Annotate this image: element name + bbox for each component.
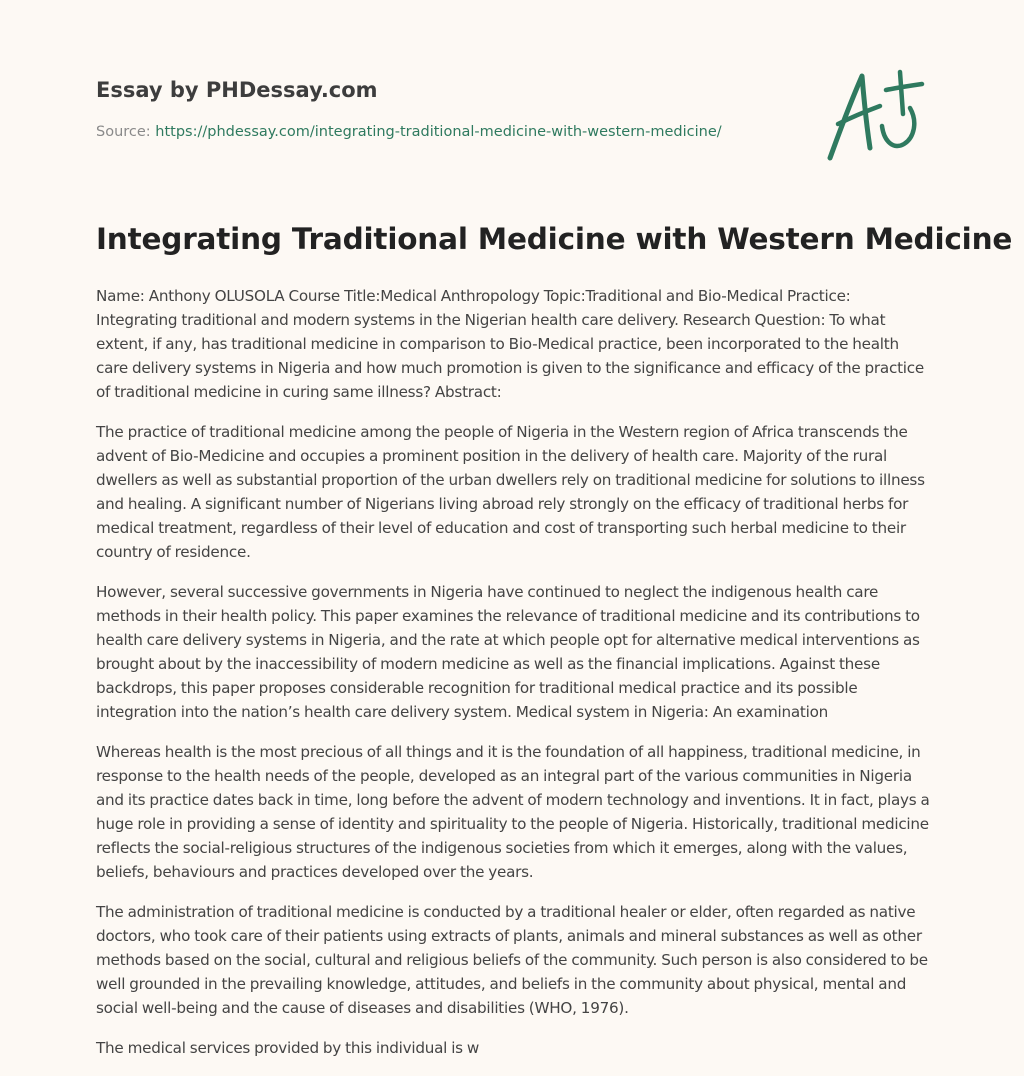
essay-header: [96, 0, 928, 200]
essay-body: [96, 284, 930, 1076]
essay-paragraph: Whereas health is the most precious of all things and it is the foundation of all happiness, traditional medicine, in response to the health needs of the people, developed as an integral part of the various communities in Nigeria and its practice dates back in time, long before the advent of modern technology and inventions. It in fact, plays a huge role in providing a sense of identity and spirituality to the people of Nigeria. Historically, traditional medicine reflects the social-religious structures of the indigenous societies from which it emerges, along with the values, beliefs, behaviours and practices developed over the years.: [96, 743, 930, 881]
essay-paragraph: Name: Anthony OLUSOLA Course Title:Medical Anthropology Topic:Traditional and Bio-Medical Practice: Integrating traditional and modern systems in the Nigerian health care delivery. Research Question: To what extent, if any, has traditional medicine in comparison to Bio-Medical practice, been incorporated to the health care delivery systems in Nigeria and how much promotion is given to the significance and efficacy of the practice of traditional medicine in curing same illness? Abstract:: [96, 287, 924, 401]
source-label: Source:: [96, 124, 156, 140]
a-plus-logo-icon: [824, 66, 928, 166]
essay-paragraph: However, several successive governments in Nigeria have continued to neglect the indigenous health care methods in their health policy. This paper examines the relevance of traditional medicine and its contributions to health care delivery systems in Nigeria, and the rate at which people opt for alternative medical interventions as brought about by the inaccessibility of modern medicine as well as the financial implications. Against these backdrops, this paper proposes considerable recognition for traditional medical practice and its possible integration into the nation’s health care delivery system. Medical system in Nigeria: An examination: [96, 583, 920, 721]
essay-paragraph: The administration of traditional medicine is conducted by a traditional healer or elder, often regarded as native doctors, who took care of their patients using extracts of plants, animals and mineral substances as well as other methods based on the social, cultural and religious beliefs of the community. Such person is also considered to be well grounded in the prevailing knowledge, attitudes, and beliefs in the community about physical, mental and social well-being and the cause of diseases and disabilities (WHO, 1976).: [96, 903, 928, 1017]
essay-paragraph-truncated: The medical services provided by this individual is w: [96, 1039, 480, 1057]
site-name: Essay by PHDessay.com: [96, 78, 378, 102]
source-link[interactable]: https://phdessay.com/integrating-traditional-medicine-with-western-medicine/: [155, 124, 722, 140]
source-line: [96, 124, 722, 140]
essay-paragraph: The practice of traditional medicine among the people of Nigeria in the Western region of Africa transcends the advent of Bio-Medicine and occupies a prominent position in the delivery of health care. Majority of the rural dwellers as well as substantial proportion of the urban dwellers rely on traditional medicine for solutions to illness and healing. A significant number of Nigerians living abroad rely strongly on the efficacy of traditional herbs for medical treatment, regardless of their level of education and cost of transporting such herbal medicine to their country of residence.: [96, 423, 925, 561]
essay-title: Integrating Traditional Medicine with Western Medicine: [96, 222, 1013, 256]
